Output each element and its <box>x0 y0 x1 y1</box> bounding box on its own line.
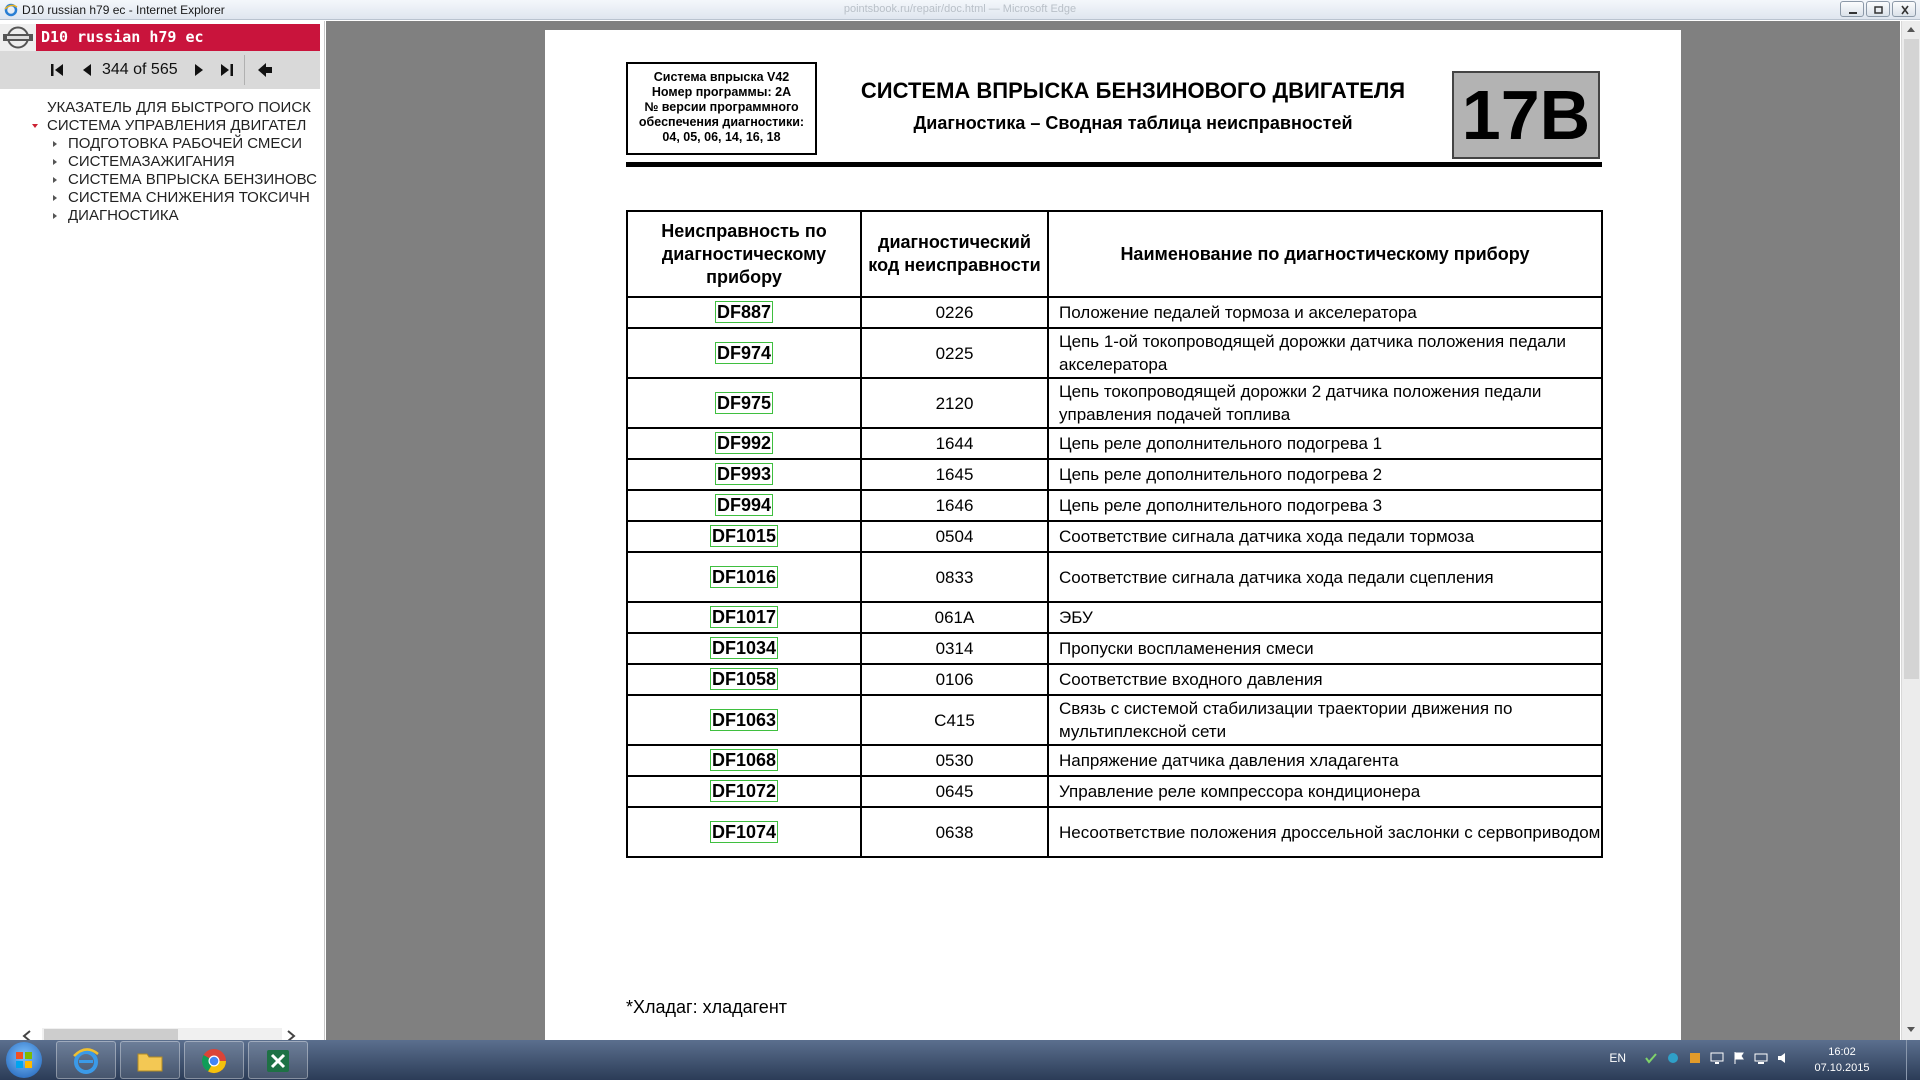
fault-code-link[interactable]: DF1068 <box>711 750 777 770</box>
table-row <box>627 602 1602 633</box>
fault-code-link[interactable]: DF1015 <box>711 526 777 546</box>
toc-item-ignition-system[interactable] <box>0 153 320 171</box>
table-row <box>627 378 1602 428</box>
table-row <box>627 521 1602 552</box>
last-page-icon <box>218 61 236 79</box>
fault-code-link[interactable]: DF974 <box>716 342 772 363</box>
fault-code-link[interactable]: DF1058 <box>711 669 777 689</box>
toc-item-label: СИСТЕМА ВПРЫСКА БЕНЗИНОВС <box>68 171 317 188</box>
chrome-icon <box>199 1046 229 1076</box>
document-page <box>545 30 1681 1040</box>
fault-cell <box>627 776 861 807</box>
diagnostic-code-cell: 2120 <box>861 378 1048 428</box>
toc-item-label: СИСТЕМАЗАЖИГАНИЯ <box>68 153 235 170</box>
fault-name-cell: Управление реле компрессора кондиционера <box>1048 776 1602 807</box>
diagnostic-code-cell: 0504 <box>861 521 1048 552</box>
minimize-icon <box>1847 5 1859 15</box>
diagnostic-code-cell: 1646 <box>861 490 1048 521</box>
first-page-icon <box>48 61 66 79</box>
table-row <box>627 328 1602 378</box>
fault-table <box>626 210 1603 858</box>
table-row <box>627 552 1602 602</box>
antivirus-icon[interactable] <box>1666 1051 1680 1065</box>
system-clock[interactable] <box>1812 1044 1872 1076</box>
fault-name-cell: ЭБУ <box>1048 602 1602 633</box>
show-desktop-button[interactable] <box>1906 1040 1920 1080</box>
column-header-fault: Неисправность по диагностическому прибору <box>627 211 861 297</box>
start-button[interactable] <box>6 1042 42 1078</box>
fault-cell <box>627 378 861 428</box>
info-line: Номер программы: 2А <box>651 85 792 99</box>
close-button[interactable] <box>1892 1 1916 17</box>
table-row <box>627 776 1602 807</box>
diagnostic-code-cell: 061A <box>861 602 1048 633</box>
fault-cell <box>627 745 861 776</box>
toc-item-label: СИСТЕМА УПРАВЛЕНИЯ ДВИГАТЕЛ <box>47 117 307 134</box>
diagnostic-code-cell: 0106 <box>861 664 1048 695</box>
scrollbar-thumb[interactable] <box>1904 39 1919 679</box>
expanded-arrow-icon[interactable] <box>30 121 40 131</box>
table-row <box>627 695 1602 745</box>
taskbar-file-explorer[interactable] <box>120 1041 180 1079</box>
fault-cell <box>627 807 861 857</box>
fault-name-cell: Напряжение датчика давления хладагента <box>1048 745 1602 776</box>
toc-item-engine-management[interactable] <box>0 117 320 135</box>
collapsed-arrow-icon[interactable] <box>50 211 60 221</box>
table-row <box>627 807 1602 857</box>
fault-name-cell: Цепь реле дополнительного подогрева 2 <box>1048 459 1602 490</box>
document-title: D10 russian h79 ec <box>41 28 204 46</box>
document-viewer <box>326 21 1900 1040</box>
diagnostic-code-cell: 0833 <box>861 552 1048 602</box>
first-page-button[interactable] <box>48 61 66 79</box>
document-header <box>0 24 320 51</box>
next-page-icon <box>190 61 208 79</box>
back-arrow-icon <box>256 61 274 79</box>
toc-item-diagnostics[interactable] <box>0 207 320 225</box>
fault-code-link[interactable]: DF1017 <box>711 607 777 627</box>
page-subtitle: Диагностика – Сводная таблица неисправностей <box>913 113 1353 133</box>
next-page-button[interactable] <box>190 61 208 79</box>
header-rule <box>626 162 1602 167</box>
toc-item-mixture-preparation[interactable] <box>0 135 320 153</box>
fault-code-link[interactable]: DF1072 <box>711 781 777 801</box>
toc-item-label: ДИАГНОСТИКА <box>68 207 179 224</box>
fault-code-link[interactable]: DF1074 <box>711 821 777 842</box>
faded-window-title: pointsbook.ru/repair/doc.html — Microsoft Edge <box>843 3 1077 15</box>
collapsed-arrow-icon[interactable] <box>50 175 60 185</box>
footnote: *Хладаг: хладагент <box>626 997 787 1017</box>
info-line: Система впрыска V42 <box>653 70 790 84</box>
previous-page-icon <box>78 61 96 79</box>
back-button[interactable] <box>256 61 274 79</box>
toc-item-label: ПОДГОТОВКА РАБОЧЕЙ СМЕСИ <box>68 135 303 152</box>
diagnostic-code-cell: 1645 <box>861 459 1048 490</box>
info-line: № версии программного <box>644 100 799 114</box>
toc-item-emission-control[interactable] <box>0 189 320 207</box>
clock-date: 07.10.2015 <box>1814 1062 1870 1074</box>
volume-icon[interactable] <box>1776 1051 1790 1065</box>
fault-name-cell: Цепь реле дополнительного подогрева 1 <box>1048 428 1602 459</box>
fault-code-link[interactable]: DF992 <box>716 433 772 453</box>
page-title: СИСТЕМА ВПРЫСКА БЕНЗИНОВОГО ДВИГАТЕЛЯ <box>860 78 1406 103</box>
action-center-flag-icon[interactable] <box>1732 1051 1746 1065</box>
system-tray <box>1609 1051 1790 1065</box>
taskbar-internet-explorer[interactable] <box>56 1041 116 1079</box>
fault-name-cell: Цепь реле дополнительного подогрева 3 <box>1048 490 1602 521</box>
minimize-button[interactable] <box>1840 1 1864 17</box>
restore-icon <box>1873 5 1885 15</box>
excel-icon <box>263 1046 293 1076</box>
internet-explorer-icon <box>71 1046 101 1076</box>
table-header-row <box>627 211 1602 297</box>
language-indicator[interactable]: EN <box>1609 1051 1626 1065</box>
fault-cell <box>627 664 861 695</box>
fault-name-cell: Положение педалей тормоза и акселератора <box>1048 297 1602 328</box>
toc-item-petrol-injection[interactable] <box>0 171 320 189</box>
scroll-down-icon[interactable] <box>1905 1025 1917 1035</box>
fault-name-cell: Цепь токопроводящей дорожки 2 датчика положения педали управления подачей топлива <box>1048 378 1602 428</box>
info-line: обеспечения диагностики: <box>638 115 805 129</box>
diagnostic-code-cell: 0314 <box>861 633 1048 664</box>
fault-cell <box>627 552 861 602</box>
viewer-vertical-scrollbar[interactable] <box>1901 21 1920 1040</box>
table-row <box>627 490 1602 521</box>
window-titlebar <box>0 0 1920 20</box>
collapsed-arrow-icon[interactable] <box>50 139 60 149</box>
table-row <box>627 459 1602 490</box>
monitor-icon[interactable] <box>1710 1051 1724 1065</box>
fault-cell <box>627 297 861 328</box>
fault-name-cell: Связь с системой стабилизации траектории движения по мультиплексной сети <box>1048 695 1602 745</box>
navigation-panel <box>0 21 325 1040</box>
fault-cell <box>627 328 861 378</box>
diagnostic-code-cell: 0225 <box>861 328 1048 378</box>
collapsed-arrow-icon[interactable] <box>50 193 60 203</box>
fault-code-link[interactable]: DF1034 <box>711 638 777 658</box>
program-info-box <box>626 62 817 155</box>
taskbar-chrome[interactable] <box>184 1041 244 1079</box>
fault-name-cell: Соответствие входного давления <box>1048 664 1602 695</box>
fault-cell <box>627 428 861 459</box>
column-header-name: Наименование по диагностическому прибору <box>1048 211 1602 297</box>
security-icon[interactable] <box>1644 1051 1658 1065</box>
update-icon[interactable] <box>1688 1051 1702 1065</box>
table-row <box>627 428 1602 459</box>
diagnostic-code-cell: 0226 <box>861 297 1048 328</box>
fault-code-link[interactable]: DF887 <box>716 302 772 322</box>
toc-item-quick-index[interactable] <box>0 99 320 117</box>
fault-name-cell: Соответствие сигнала датчика хода педали сцепления <box>1048 552 1602 602</box>
page-navigator <box>0 51 320 89</box>
clock-time: 16:02 <box>1828 1046 1856 1058</box>
fault-cell <box>627 490 861 521</box>
table-row <box>627 297 1602 328</box>
diagnostic-code-cell: 1644 <box>861 428 1048 459</box>
brand-logo-icon <box>0 24 36 51</box>
previous-page-button[interactable] <box>78 61 96 79</box>
collapsed-arrow-icon[interactable] <box>50 157 60 167</box>
fault-cell <box>627 695 861 745</box>
toc-item-label: УКАЗАТЕЛЬ ДЛЯ БЫСТРОГО ПОИСК <box>47 99 311 116</box>
table-of-contents <box>0 99 320 225</box>
pager-separator <box>244 55 245 85</box>
window-title: D10 russian h79 ec - Internet Explorer <box>22 3 225 17</box>
fault-name-cell: Соответствие сигнала датчика хода педали тормоза <box>1048 521 1602 552</box>
taskbar-excel[interactable] <box>248 1041 308 1079</box>
fault-code-link[interactable]: DF975 <box>716 392 772 413</box>
fault-cell <box>627 459 861 490</box>
fault-name-cell: Несоответствие положения дроссельной заслонки с сервоприводом <box>1048 807 1602 857</box>
fault-cell <box>627 602 861 633</box>
folder-icon <box>135 1046 165 1076</box>
restore-button[interactable] <box>1866 1 1890 17</box>
last-page-button[interactable] <box>218 61 236 79</box>
taskbar <box>0 1040 1920 1080</box>
info-line: 04, 05, 06, 14, 16, 18 <box>662 130 781 144</box>
network-icon[interactable] <box>1754 1051 1768 1065</box>
fault-code-link[interactable]: DF994 <box>716 495 772 515</box>
fault-name-cell: Пропуски воспламенения смеси <box>1048 633 1602 664</box>
toc-item-label: СИСТЕМА СНИЖЕНИЯ ТОКСИЧН <box>68 189 310 206</box>
close-icon <box>1899 5 1911 15</box>
page-indicator: 344 of 565 <box>102 61 178 78</box>
table-row <box>627 633 1602 664</box>
table-row <box>627 664 1602 695</box>
column-header-code: диагностический код неисправности <box>861 211 1048 297</box>
diagnostic-code-cell: 0638 <box>861 807 1048 857</box>
fault-code-link[interactable]: DF993 <box>716 464 772 484</box>
table-row <box>627 745 1602 776</box>
windows-logo-icon <box>6 1042 42 1078</box>
fault-code-link[interactable]: DF1063 <box>711 709 777 730</box>
fault-cell <box>627 633 861 664</box>
fault-cell <box>627 521 861 552</box>
fault-code-link[interactable]: DF1016 <box>711 566 777 587</box>
diagnostic-code-cell: C415 <box>861 695 1048 745</box>
scroll-up-icon[interactable] <box>1905 24 1917 34</box>
fault-name-cell: Цепь 1-ой токопроводящей дорожки датчика положения педали акселератора <box>1048 328 1602 378</box>
section-badge: 17B <box>1452 71 1600 159</box>
diagnostic-code-cell: 0530 <box>861 745 1048 776</box>
diagnostic-code-cell: 0645 <box>861 776 1048 807</box>
